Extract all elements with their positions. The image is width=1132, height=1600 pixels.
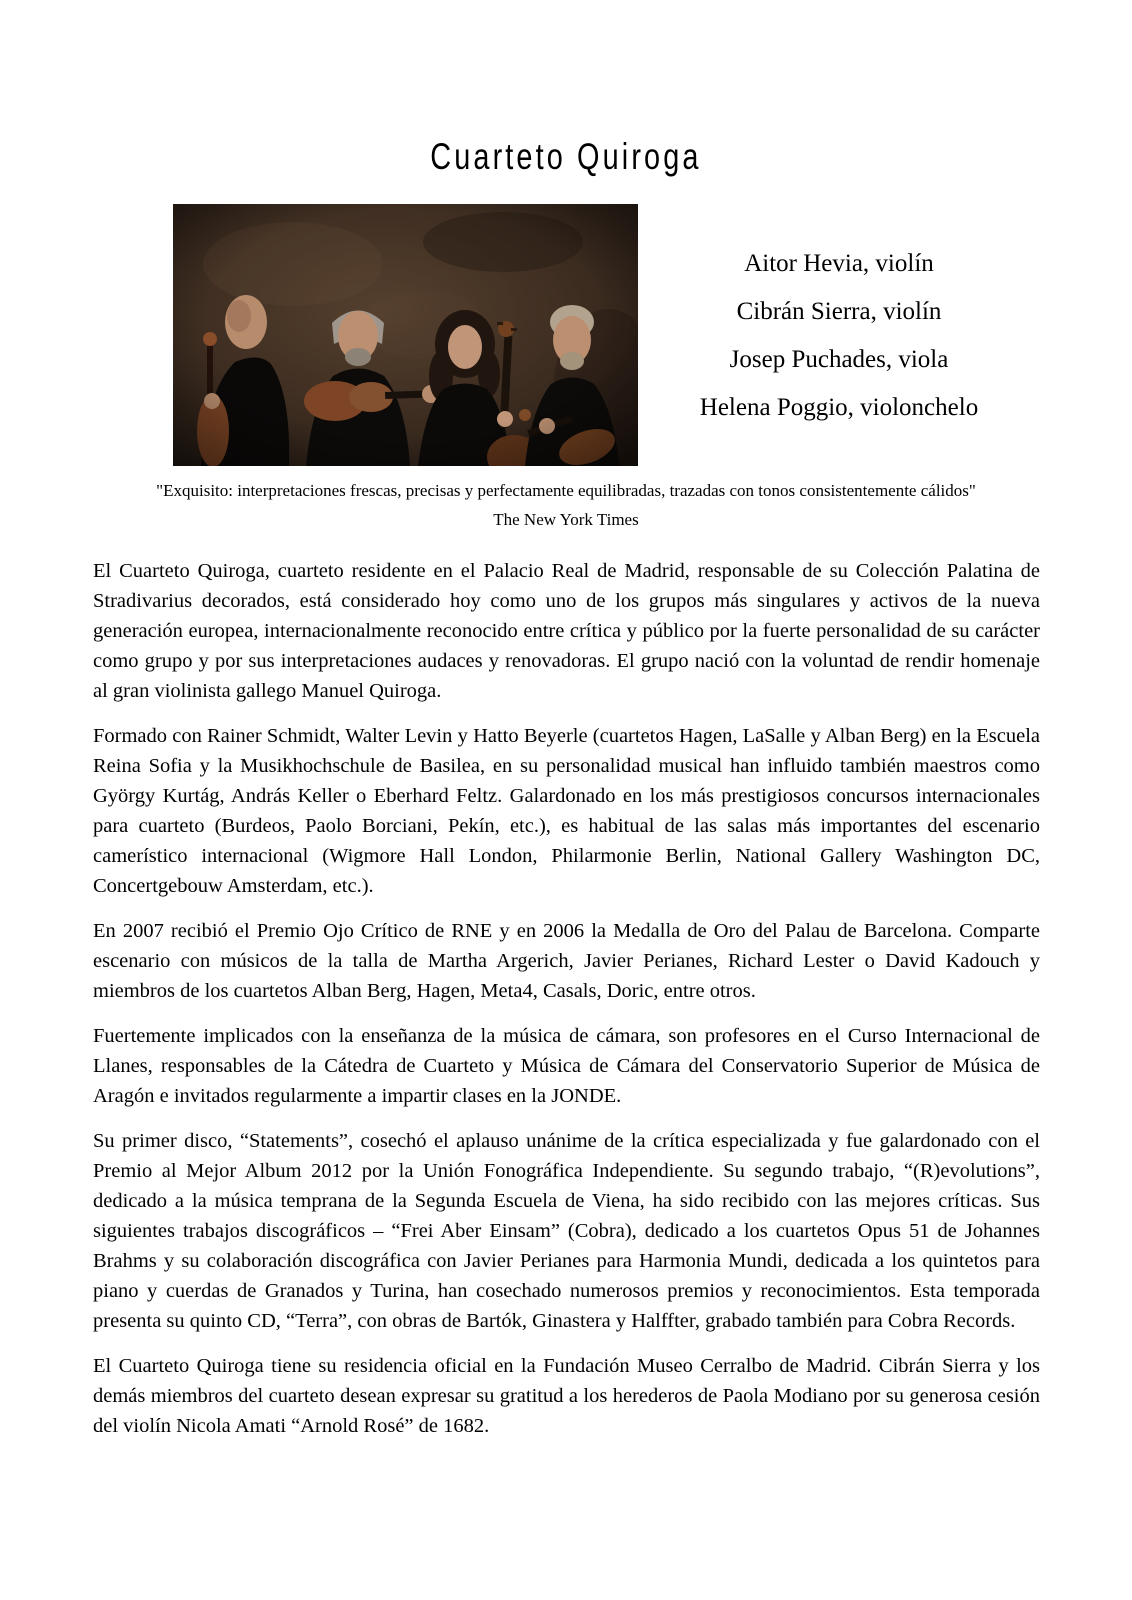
page-title	[0, 138, 1132, 176]
member-name-3: Josep Puchades, viola	[729, 345, 949, 373]
paragraph-6: El Cuarteto Quiroga tiene su residencia oficial en la Fundación Museo Cerralbo de Madrid. Cibrán Sierra y los demás miembros del cuarteto desean expresar su gratitud a los herederos de Paola Modiano por su generosa cesión del violín Nicola Amati “Arnold Rosé” de 1682.	[93, 1355, 1040, 1437]
paragraph-1: El Cuarteto Quiroga, cuarteto residente en el Palacio Real de Madrid, responsable de su Colección Palatina de Stradivarius decorados, está considerado hoy como uno de los grupos más singulares y activos de la nueva generación europea, internacionalmente reconocido entre crítica y público por la fuerte personalidad de su carácter como grupo y por sus interpretaciones audaces y renovadoras. El grupo nació con la voluntad de rendir homenaje al gran violinista gallego Manuel Quiroga.	[93, 560, 1040, 702]
quartet-photo	[173, 204, 638, 466]
biography-text	[93, 556, 1040, 1456]
quote-text: "Exquisito: interpretaciones frescas, precisas y perfectamente equilibradas, trazadas con tonos consistentemente cálidos"	[156, 481, 976, 500]
member-name-4: Helena Poggio, violonchelo	[699, 393, 979, 421]
quartet-photo-illustration	[173, 204, 638, 466]
paragraph-2: Formado con Rainer Schmidt, Walter Levin y Hatto Beyerle (cuartetos Hagen, LaSalle y Alban Berg) en la Escuela Reina Sofia y la Musikhochschule de Basilea, en su personalidad musical han influido también maestros como György Kurtág, András Keller o Eberhard Feltz. Galardonado en los más prestigiosos concursos internacionales para cuarteto (Burdeos, Paolo Borciani, Pekín, etc.), es habitual de las salas más importantes del escenario camerístico internacional (Wigmore Hall London, Philarmonie Berlin, National Gallery Washington DC, Concertgebouw Amsterdam, etc.).	[93, 725, 1040, 897]
member-name-1: Aitor Hevia, violín	[744, 249, 934, 277]
page-title-text: Cuarteto Quiroga	[430, 136, 702, 177]
press-quote	[0, 480, 1132, 531]
member-list	[638, 204, 1040, 466]
paragraph-5: Su primer disco, “Statements”, cosechó el aplauso unánime de la crítica especializada y fue galardonado con el Premio al Mejor Album 2012 por la Unión Fonográfica Independiente. Su segundo trabajo, “(R)evolutions”, dedicado a la música temprana de la Segunda Escuela de Viena, ha sido recibido con las mejores críticas. Sus siguientes trabajos discográficos – “Frei Aber Einsam” (Cobra), dedicado a los cuartetos Opus 51 de Johannes Brahms y su colaboración discográfica con Javier Perianes para Harmonia Mundi, dedicada a los quintetos para piano y cuerdas de Granados y Turina, han cosechado numerosos premios y reconocimientos. Esta temporada presenta su quinto CD, “Terra”, con obras de Bartók, Ginastera y Halffter, grabado también para Cobra Records.	[93, 1130, 1040, 1332]
quote-source: The New York Times	[493, 510, 639, 529]
paragraph-4: Fuertemente implicados con la enseñanza de la música de cámara, son profesores en el Curso Internacional de Llanes, responsables de la Cátedra de Cuarteto y Música de Cámara del Conservatorio Superior de Música de Aragón e invitados regularmente a impartir clases en la JONDE.	[93, 1025, 1040, 1107]
paragraph-3: En 2007 recibió el Premio Ojo Crítico de RNE y en 2006 la Medalla de Oro del Palau de Barcelona. Comparte escenario con músicos de la talla de Martha Argerich, Javier Perianes, Richard Lester o David Kadouch y miembros de los cuartetos Alban Berg, Hagen, Meta4, Casals, Doric, entre otros.	[93, 920, 1040, 1002]
member-name-2: Cibrán Sierra, violín	[736, 297, 942, 325]
